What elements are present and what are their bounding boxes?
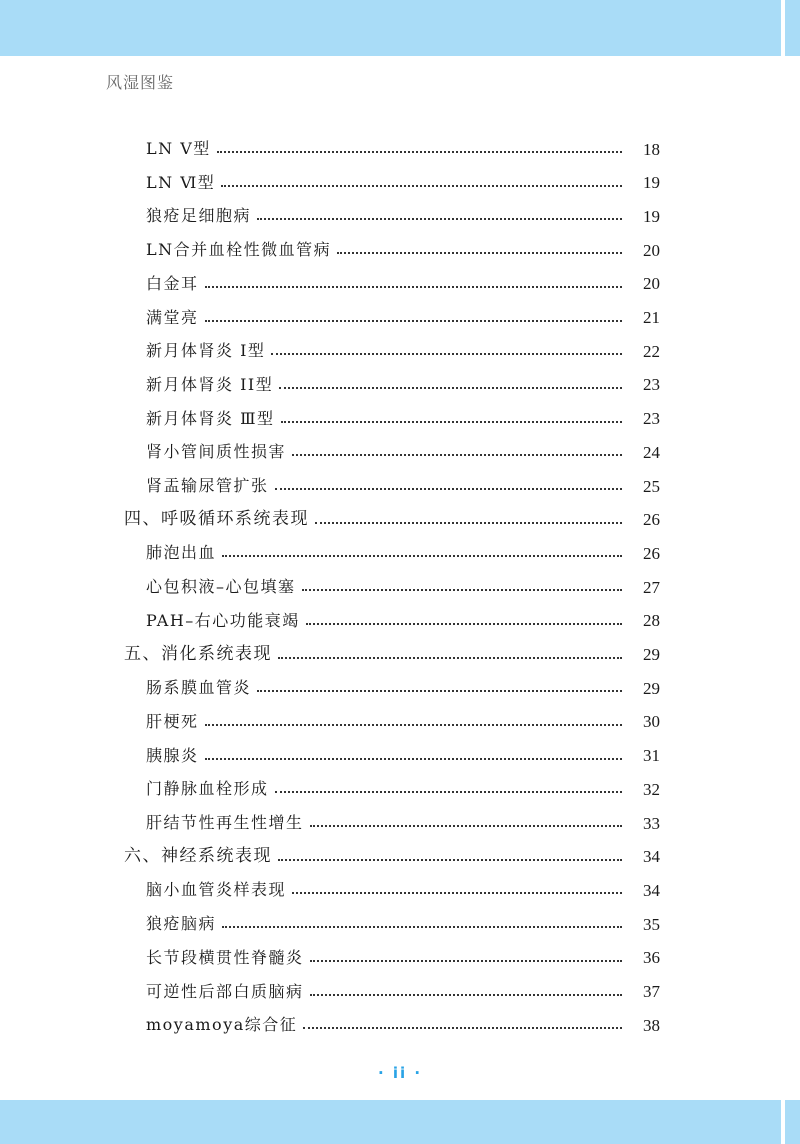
- toc-entry-page: 36: [643, 948, 660, 968]
- toc-entry-title: 狼疮脑病: [146, 914, 217, 934]
- toc-entry-page: 32: [643, 779, 660, 799]
- toc-entry: [146, 536, 660, 570]
- toc-entry-page: 22: [643, 341, 660, 361]
- toc-entry-page: 20: [643, 274, 660, 294]
- toc-dot-leader: [275, 791, 622, 793]
- toc-entry-page: 31: [643, 746, 660, 766]
- toc-entry-page: 24: [643, 442, 660, 462]
- toc-entry-page: 19: [643, 173, 660, 193]
- toc-dot-leader: [315, 522, 622, 524]
- toc-entry-title: 白金耳: [146, 273, 199, 293]
- toc-dot-leader: [278, 657, 622, 659]
- toc-entry: [146, 368, 660, 402]
- toc-entry-title: 肝梗死: [146, 711, 199, 731]
- toc-entry-title: 新月体肾炎 II型: [146, 374, 274, 394]
- toc-entry-page: 26: [643, 543, 660, 563]
- bottom-edge-stripe: [781, 1100, 785, 1144]
- toc-entry-title: 胰腺炎: [146, 745, 199, 765]
- toc-entry-page: 35: [643, 914, 660, 934]
- toc-entry: [146, 604, 660, 638]
- toc-entry-page: 29: [643, 678, 660, 698]
- toc-entry-page: 21: [643, 308, 660, 327]
- toc-dot-leader: [205, 724, 622, 726]
- toc-entry: [146, 739, 660, 773]
- toc-entry: [146, 806, 660, 840]
- toc-entry: [146, 267, 660, 301]
- toc-entry: [146, 334, 660, 368]
- toc-dot-leader: [292, 454, 622, 456]
- toc-entry-title: 肾盂输尿管扩张: [146, 476, 269, 495]
- toc-entry-page: 19: [643, 206, 660, 226]
- toc-entry-title: 脑小血管炎样表现: [146, 880, 287, 900]
- toc-entry: [146, 166, 660, 200]
- toc-entry-title: LN合并血栓性微血管病: [146, 240, 332, 260]
- toc-dot-leader: [306, 623, 622, 625]
- toc-entry-page: 37: [643, 982, 660, 1001]
- toc-dot-leader: [217, 151, 622, 153]
- toc-entry: [146, 199, 660, 233]
- toc-entry-title: 可逆性后部白质脑病: [146, 981, 304, 1001]
- toc-entry-page: 29: [643, 645, 660, 664]
- toc-entry-page: 28: [643, 611, 660, 631]
- toc-section-heading: [124, 638, 660, 672]
- toc-dot-leader: [302, 589, 622, 591]
- page-number: · ii ·: [377, 1064, 423, 1082]
- toc-entry-title: moyamoya综合征: [146, 1015, 298, 1035]
- toc-entry: [146, 570, 660, 604]
- toc-entry-title: 五、消化系统表现: [124, 644, 272, 664]
- toc-entry-page: 30: [643, 712, 660, 732]
- toc-dot-leader: [205, 286, 622, 288]
- toc-dot-leader: [310, 960, 622, 962]
- toc-entry: [146, 301, 660, 335]
- toc-dot-leader: [292, 892, 622, 894]
- toc-dot-leader: [205, 320, 622, 322]
- toc-entry-title: 狼疮足细胞病: [146, 206, 252, 226]
- toc-entry-page: 27: [643, 577, 660, 597]
- toc-entry-title: 肝结节性再生性增生: [146, 813, 304, 832]
- toc-entry: [146, 975, 660, 1009]
- toc-dot-leader: [271, 353, 622, 355]
- toc-dot-leader: [278, 859, 622, 861]
- toc-entry: [146, 772, 660, 806]
- running-header-title: 风湿图鉴: [106, 73, 175, 92]
- toc-section-heading: [124, 840, 660, 874]
- toc-entry-title: 新月体肾炎 I型: [146, 341, 266, 361]
- toc-dot-leader: [281, 421, 622, 423]
- toc-entry-title: 新月体肾炎 Ⅲ型: [146, 408, 275, 428]
- toc-dot-leader: [257, 218, 622, 220]
- toc-dot-leader: [205, 758, 622, 760]
- toc-dot-leader: [221, 185, 622, 187]
- top-color-band: [0, 0, 800, 56]
- toc-entry-title: 长节段横贯性脊髓炎: [146, 947, 304, 967]
- toc-dot-leader: [310, 825, 622, 827]
- toc-entry-page: 26: [643, 510, 660, 530]
- toc-dot-leader: [222, 926, 622, 928]
- toc-entry-title: 四、呼吸循环系统表现: [124, 509, 309, 530]
- toc-entry-page: 33: [643, 813, 660, 833]
- toc-entry: [146, 941, 660, 975]
- toc-entry-title: LN V型: [146, 139, 211, 158]
- toc-entry-page: 34: [643, 880, 660, 900]
- toc-entry: [146, 705, 660, 739]
- toc-entry-title: 六、神经系统表现: [124, 846, 272, 867]
- toc-entry-page: 25: [643, 476, 660, 496]
- top-edge-stripe: [781, 0, 785, 56]
- toc-entry-page: 23: [643, 409, 660, 429]
- toc-entry-title: 门静脉血栓形成: [146, 779, 269, 799]
- toc-entry: [146, 233, 660, 267]
- toc-entry: [146, 1008, 660, 1042]
- toc-entry-title: 肺泡出血: [146, 543, 217, 563]
- toc-entry-page: 20: [643, 240, 660, 260]
- toc-entry-page: 18: [643, 139, 660, 159]
- toc-entry-page: 38: [643, 1015, 660, 1035]
- toc-dot-leader: [279, 387, 622, 389]
- toc-entry-page: 34: [643, 847, 660, 867]
- bottom-color-band: [0, 1100, 800, 1144]
- toc-entry: [146, 907, 660, 941]
- toc-entry-title: 肠系膜血管炎: [146, 678, 252, 698]
- toc-entry-title: 肾小管间质性损害: [146, 442, 287, 462]
- toc-entry-title: PAH–右心功能衰竭: [146, 610, 300, 630]
- toc-entry: [146, 132, 660, 166]
- toc-entry: [146, 402, 660, 436]
- toc-entry-page: 23: [643, 375, 660, 395]
- toc-dot-leader: [303, 1027, 622, 1029]
- toc-entry: [146, 671, 660, 705]
- toc-dot-leader: [310, 994, 622, 996]
- toc-dot-leader: [257, 690, 622, 692]
- toc-dot-leader: [337, 252, 622, 254]
- toc-dot-leader: [275, 488, 622, 490]
- toc-section-heading: [124, 503, 660, 537]
- toc-dot-leader: [222, 555, 622, 557]
- toc-entry-title: 满堂亮: [146, 307, 199, 327]
- toc-entry: [146, 469, 660, 503]
- toc-entry: [146, 435, 660, 469]
- toc-entry-title: LN Ⅵ型: [146, 172, 216, 192]
- toc-entry-title: 心包积液–心包填塞: [146, 577, 296, 597]
- toc-entry: [146, 873, 660, 907]
